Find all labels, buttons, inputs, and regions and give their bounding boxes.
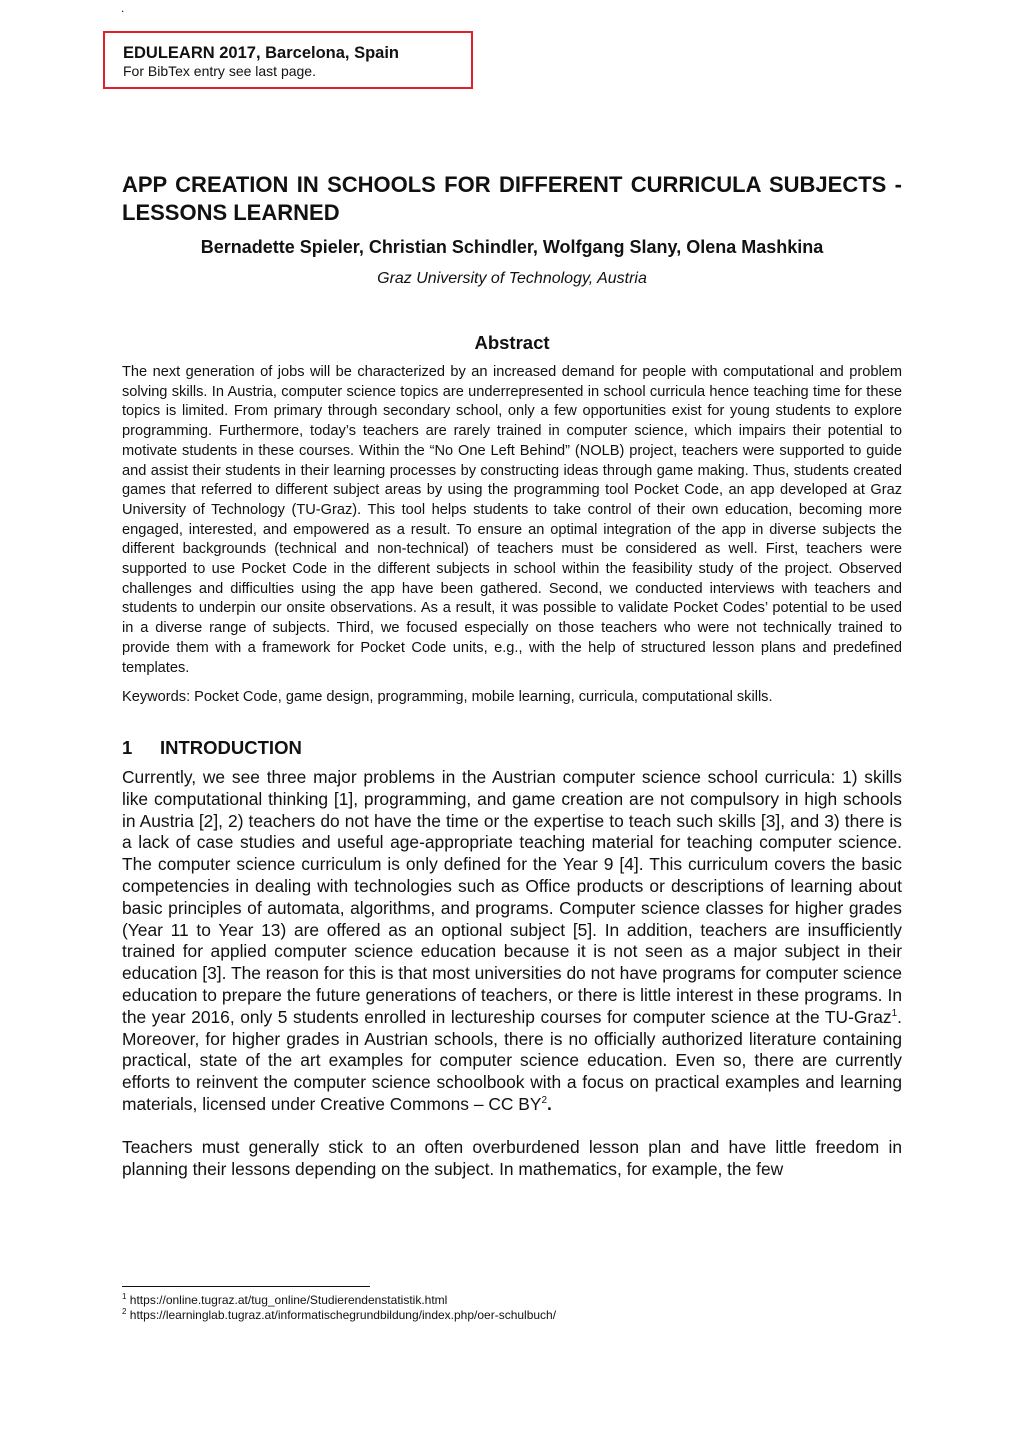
section-heading-introduction <box>122 737 902 759</box>
intro-p1-text-a: Currently, we see three major problems in the Austrian computer science school curricula: 1) skills like computational thinking [1], programming, and game creation are not compulsory in high schools in Austria [2], 2) teachers do not have the time or the expertise to teach such skills [3], and 3) there is a lack of case studies and useful age-appropriate teaching material for teaching computer science. The computer science curriculum is only defined for the Year 9 [4]. This curriculum covers the basic competencies in dealing with technologies such as Office products or descriptions of learning about basic principles of automata, algorithms, and programs. Computer science classes for higher grades (Year 11 to Year 13) are offered as an optional subject [5]. In addition, teachers are insufficiently trained for applied computer science education because it is not seen as a major subject in their education [3]. The reason for this is that most universities do not have programs for computer science education to prepare the future generations of teachers, or there is little interest in these programs. In the year 2016, only 5 students enrolled in lectureship courses for computer science at the TU-Graz <box>122 766 902 1027</box>
affiliation: Graz University of Technology, Austria <box>377 270 647 287</box>
section-number: 1 <box>122 736 133 758</box>
author-list: Bernadette Spieler, Christian Schindler, Wolfgang Slany, Olena Mashkina <box>200 237 824 257</box>
abstract-heading: Abstract <box>474 332 550 353</box>
paper-title: APP CREATION IN SCHOOLS FOR DIFFERENT CURRICULA SUBJECTS - LESSONS LEARNED <box>122 172 902 225</box>
footnote-link[interactable]: https://learninglab.tugraz.at/informatischegrundbildung/index.php/oer-schulbuch/ <box>129 1308 557 1322</box>
bibtex-note: For BibTex entry see last page. <box>123 63 316 79</box>
abstract-text: The next generation of jobs will be characterized by an increased demand for people with computational and problem solving skills. In Austria, computer science topics are underrepresented in school curricula hence teaching time for these topics is limited. From primary through secondary school, only a few opportunities exist for young students to explore programming. Furthermore, today’s teachers are rarely trained in computer science, which impairs their potential to motivate students in these courses. Within the “No One Left Behind” (NOLB) project, teachers were supported to guide and assist their students in their learning processes by constructing ideas through game making. Thus, students created games that referred to different subject areas by using the programming tool Pocket Code, an app developed at Graz University of Technology (TU-Graz). This tool helps students to take control of their own education, becoming more engaged, interested, and empowered as a result. To ensure an optimal integration of the app in diverse subjects the different backgrounds (technical and non-technical) of teachers must be considered as well. First, teachers were supported to use Pocket Code in the different subjects in school within the feasibility study of the project. Observed challenges and difficulties using the app have been gathered. Second, we conducted interviews with teachers and students to underpin our onsite observations. As a result, it was possible to validate Pocket Codes’ potential to be used in a diverse range of subjects. Third, we focused especially on those teachers who were not technically trained to provide them with a framework for Pocket Code units, e.g., with the help of structured lesson plans and predefined templates. <box>122 364 902 676</box>
section-title: INTRODUCTION <box>160 736 302 758</box>
conference-title: EDULEARN 2017, Barcelona, Spain <box>123 44 400 62</box>
footnote-divider <box>122 1286 370 1287</box>
paper-body <box>122 171 902 1180</box>
intro-p1-end: . <box>547 1093 552 1114</box>
stray-dot: . <box>121 1 125 15</box>
footnote-marker: 2 <box>122 1307 127 1316</box>
introduction-text <box>122 767 902 1180</box>
conference-box <box>103 31 473 89</box>
footnote-1 <box>122 1293 902 1308</box>
footnote-ref-1: 1 <box>891 1007 898 1019</box>
footnote-link[interactable]: https://online.tugraz.at/tug_online/Studierendenstatistik.html <box>129 1293 448 1307</box>
intro-p1-text-b: . Moreover, for higher grades in Austrian schools, there is no officially authorized literature containing practical, state of the art examples for computer science education. Even so, there are currently efforts to reinvent the computer science schoolbook with a focus on practical examples and learning materials, licensed under Creative Commons – CC BY <box>122 1006 902 1114</box>
footnote-2 <box>122 1308 902 1323</box>
footnote-ref-2: 2 <box>541 1095 548 1107</box>
keywords: Keywords: Pocket Code, game design, programming, mobile learning, curricula, computational skills. <box>122 689 773 706</box>
intro-paragraph-2: Teachers must generally stick to an often overburdened lesson plan and have little freedom in planning their lessons depending on the subject. In mathematics, for example, the few <box>122 1136 902 1179</box>
footnotes <box>122 1293 902 1323</box>
intro-paragraph-1 <box>122 767 902 1116</box>
footnote-marker: 1 <box>122 1292 127 1301</box>
